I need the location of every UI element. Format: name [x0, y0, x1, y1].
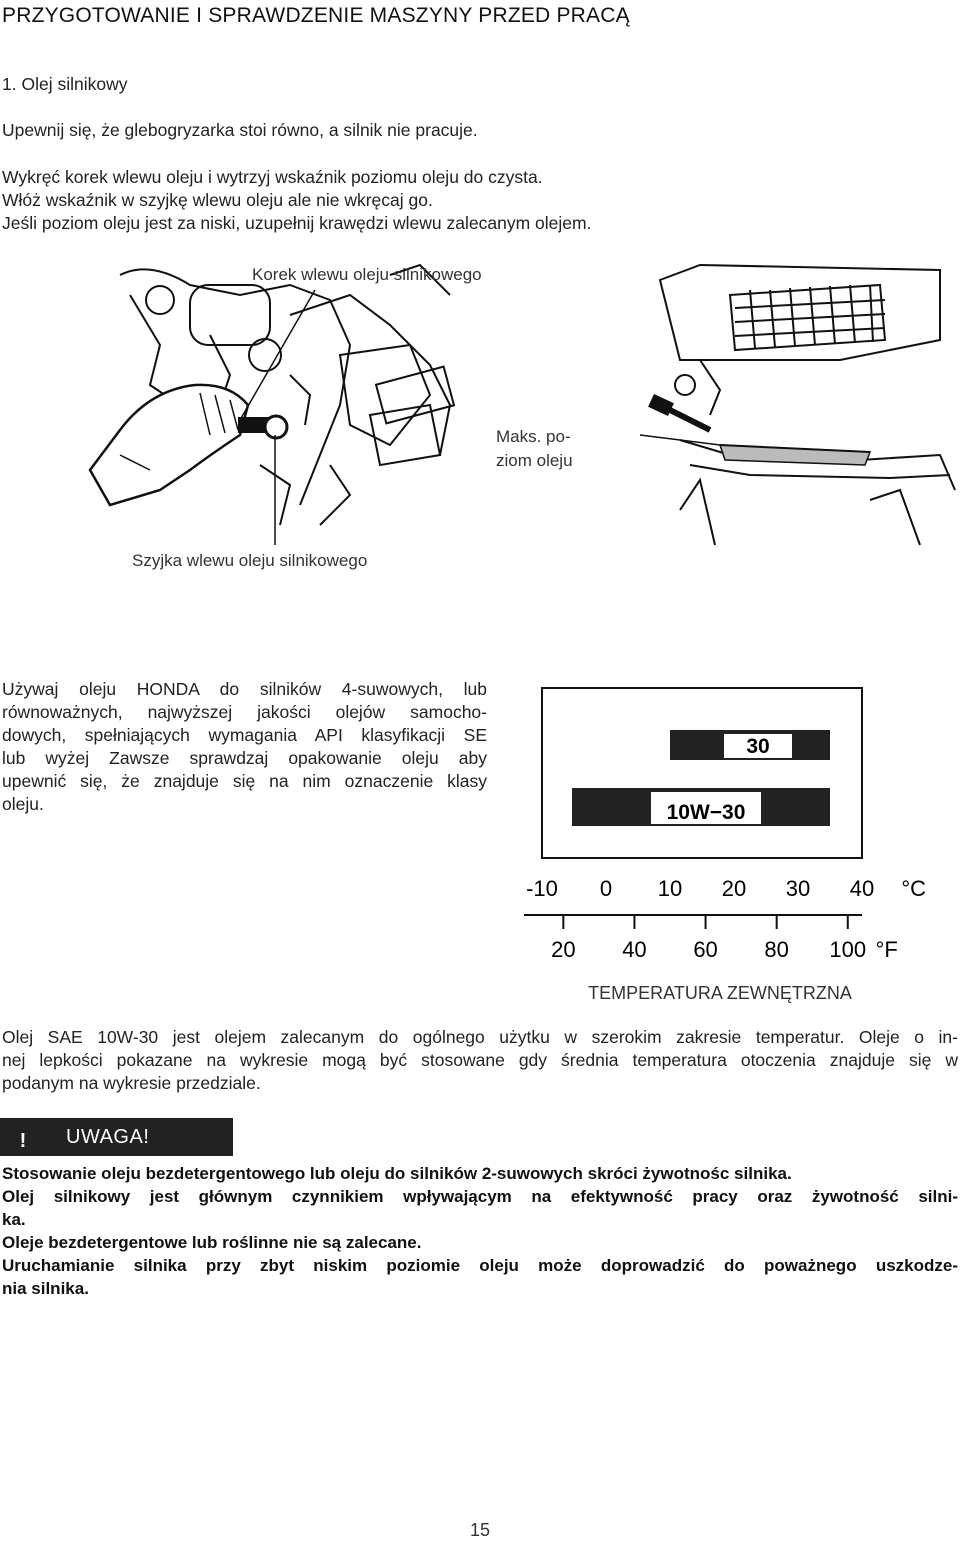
label-oil-neck: Szyjka wlewu oleju silnikowego [132, 551, 368, 570]
oil-info-line: dowych, spełniających wymagania API klasyfikacji SE [2, 725, 487, 745]
intro-text: Upewnij się, że glebogryzarka stoi równo, a silnik nie pracuje. [2, 120, 478, 140]
label-max-level-1: Maks. po- [496, 427, 571, 446]
viscosity-chart [510, 680, 926, 1010]
warning-line: Uruchamianie silnika przy zbyt niskim poziomie oleju może doprowadzić do poważnego uszkodze- [2, 1256, 958, 1275]
bar-label: 10W−30 [666, 801, 746, 824]
oil-info-paragraph [2, 678, 487, 816]
x-axis-title: TEMPERATURA ZEWNĘTRZNA [588, 983, 852, 1003]
sae-note-line: podanym na wykresie przedziale. [2, 1073, 261, 1093]
fahrenheit-tick-label: 80 [764, 937, 789, 962]
step-2: Włóż wskaźnik w szyjkę wlewu oleju ale nie wkręcaj go. [2, 190, 433, 210]
warning-line: Oleje bezdetergentowe lub roślinne nie są zalecane. [2, 1233, 422, 1252]
celsius-tick-label: -10 [526, 876, 558, 901]
warning-line: ka. [2, 1210, 26, 1229]
warning-label: UWAGA! [66, 1125, 150, 1148]
svg-text:!: ! [19, 1130, 27, 1152]
oil-info-line: Używaj oleju HONDA do silników 4-suwowych, lub [2, 679, 487, 699]
bar-label: 30 [746, 735, 770, 758]
oil-info-line: lub wyżej Zawsze sprawdzaj opakowanie oleju aby [2, 748, 487, 768]
sae-note-line: Olej SAE 10W-30 jest olejem zalecanym do ogólnego użytku w szerokim zakresie temperatur. Oleje o in- [2, 1027, 958, 1047]
celsius-tick-label: 30 [785, 876, 811, 901]
label-max-level-2: ziom oleju [496, 451, 573, 470]
celsius-unit: °C [901, 876, 926, 901]
oil-level-illustration [640, 250, 960, 545]
chart-frame [542, 688, 862, 858]
sae-note-line: nej lepkości pokazane na wykresie mogą być stosowane gdy średnia temperatura otoczenia znajduje się w [2, 1050, 958, 1070]
fahrenheit-tick-label: 20 [551, 937, 576, 962]
celsius-tick-label: 20 [721, 876, 747, 901]
oil-info-line: upewnić się, że znajduje się na nim oznaczenie klasy [2, 771, 487, 791]
engine-oil-cap-illustration [90, 255, 520, 555]
sae-note [2, 1026, 958, 1095]
fahrenheit-tick-label: 100 [829, 937, 867, 962]
warning-banner [0, 1118, 233, 1156]
warning-line: nia silnika. [2, 1279, 89, 1298]
oil-info-line: oleju. [2, 794, 44, 814]
oil-info-line: równoważnych, najwyższej jakości olejów samocho- [2, 702, 487, 722]
warning-line: Stosowanie oleju bezdetergentowego lub oleju do silników 2-suwowych skróci żywotnośc silnika. [2, 1164, 792, 1183]
fahrenheit-unit: °F [875, 937, 898, 962]
step-1: Wykręć korek wlewu oleju i wytrzyj wskaźnik poziomu oleju do czysta. [2, 167, 543, 187]
celsius-tick-label: 10 [657, 876, 683, 901]
section-heading: 1. Olej silnikowy [2, 74, 128, 94]
page-number: 15 [469, 1520, 491, 1540]
label-oil-cap: Korek wlewu oleju silnikowego [252, 265, 482, 284]
page-title: PRZYGOTOWANIE I SPRAWDZENIE MASZYNY PRZED PRACĄ [2, 4, 630, 27]
celsius-tick-label: 40 [849, 876, 875, 901]
warning-icon [6, 1122, 40, 1152]
fahrenheit-tick-label: 60 [693, 937, 718, 962]
celsius-tick-label: 0 [599, 876, 613, 901]
warning-text [2, 1162, 958, 1300]
warning-line: Olej silnikowy jest głównym czynnikiem wpływającym na efektywność pracy oraz żywotność silni- [2, 1187, 958, 1206]
step-3: Jeśli poziom oleju jest za niski, uzupełnij krawędzi wlewu zalecanym olejem. [2, 213, 592, 233]
fahrenheit-tick-label: 40 [622, 937, 647, 962]
